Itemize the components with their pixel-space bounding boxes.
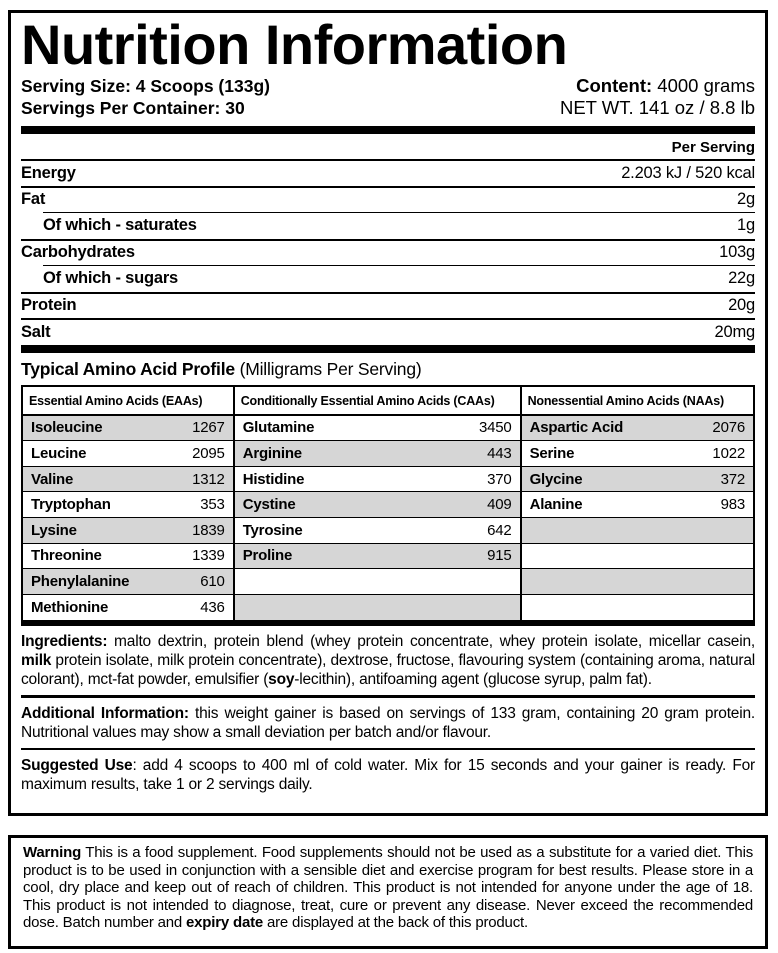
- amino-value: 409: [487, 496, 512, 514]
- emphasized-text: expiry date: [186, 914, 264, 932]
- emphasized-text: Suggested Use: [21, 757, 133, 775]
- serving-size: Serving Size: 4 Scoops (133g): [21, 76, 270, 97]
- per-serving-header: Per Serving: [671, 139, 755, 157]
- nutrition-row: [43, 265, 755, 292]
- amino-value: 1339: [192, 547, 225, 565]
- amino-value: 642: [487, 521, 512, 539]
- amino-row: [522, 569, 753, 595]
- body-text: : add 4 scoops to 400 ml of cold water. Mix for 15 seconds and your gainer is ready. For maximum results, take 1 or 2 servings daily.: [21, 757, 756, 794]
- amino-row: [235, 595, 520, 621]
- emphasized-text: milk: [21, 652, 52, 670]
- amino-row: [235, 569, 520, 595]
- amino-value: 3450: [478, 419, 512, 437]
- nutrient-value: 2.203 kJ / 520 kcal: [621, 163, 755, 182]
- amino-column-header: Nonessential Amino Acids (NAAs): [522, 387, 753, 416]
- body-text: this weight gainer is based on servings of 133 gram, containing 20 gram protein. Nutritional values may show a small deviation per batch and/or flavour.: [21, 704, 755, 741]
- amino-profile-heading: [21, 359, 755, 380]
- amino-row: [23, 441, 233, 467]
- body-text: protein isolate, milk protein concentrate), dextrose, fructose, flavouring system (containing aroma, natural colorant), mct-fat powder, emulsifier (: [21, 652, 755, 689]
- amino-heading-title: Typical Amino Acid Profile: [21, 358, 235, 379]
- amino-row: [23, 544, 233, 570]
- amino-value: 983: [720, 496, 745, 514]
- amino-value: 2095: [192, 445, 225, 462]
- emphasized-text: soy: [268, 671, 295, 689]
- content-line: [560, 75, 755, 97]
- amino-acid-table: [21, 385, 755, 627]
- nutrient-name: Energy: [21, 163, 76, 182]
- label-title: Nutrition Information: [21, 13, 568, 76]
- nutrition-label-panel: [8, 10, 768, 816]
- amino-row: [23, 595, 233, 621]
- amino-name: Glutamine: [242, 419, 315, 437]
- serving-info: [21, 75, 755, 119]
- amino-value: 610: [200, 572, 225, 590]
- amino-column-header: Conditionally Essential Amino Acids (CAAs): [235, 387, 520, 416]
- nutrient-value: 22g: [728, 269, 755, 288]
- amino-value: 1312: [192, 470, 225, 488]
- amino-name: Arginine: [242, 445, 302, 462]
- amino-name: Phenylalanine: [31, 572, 130, 590]
- nutrition-row: [21, 186, 755, 213]
- body-text: -lecithin), antifoaming agent (glucose syrup, palm fat).: [294, 671, 652, 689]
- amino-name: Valine: [31, 470, 74, 488]
- amino-value: 370: [487, 470, 512, 488]
- amino-name: Glycine: [529, 470, 583, 488]
- nutrition-row: [21, 318, 755, 345]
- amino-row: [23, 518, 233, 544]
- additional-info-paragraph: [21, 704, 755, 742]
- amino-row: [235, 544, 520, 570]
- amino-column: [23, 387, 235, 621]
- amino-row: [235, 467, 520, 493]
- amino-name: Aspartic Acid: [529, 419, 624, 437]
- amino-value: 436: [200, 599, 225, 617]
- amino-value: 443: [487, 445, 512, 462]
- nutrition-row: [43, 212, 755, 239]
- emphasized-text: Ingredients:: [21, 633, 108, 651]
- amino-row: [23, 416, 233, 442]
- amino-value: 1267: [192, 419, 225, 437]
- amino-name: Cystine: [242, 496, 296, 514]
- content-value: 4000 grams: [652, 75, 755, 97]
- suggested-use-paragraph: [21, 756, 755, 794]
- amino-column-header: Essential Amino Acids (EAAs): [23, 387, 233, 416]
- body-text: are displayed at the back of this product.: [263, 914, 528, 932]
- amino-row: [235, 441, 520, 467]
- body-text: malto dextrin, protein blend (whey protein concentrate, whey protein isolate, micellar casein,: [107, 633, 755, 651]
- body-text: This is a food supplement. Food supplements should not be used as a substitute for a varied diet. This product is to be used in conjunction with a sensible diet and exercise program for best results. Please store in a cool, dry place and keep out of reach of children. This product is not intended for anyone under the age of 18. This product is not intended to diagnose, treat, cure or prevent any disease. Never exceed the recommended dose. Batch number and: [23, 844, 753, 932]
- serving-info-left: [21, 75, 270, 119]
- amino-name: Threonine: [31, 547, 102, 565]
- amino-name: Methionine: [31, 599, 109, 617]
- amino-value: 2076: [712, 419, 745, 437]
- amino-name: Tryptophan: [31, 496, 111, 514]
- amino-row: [235, 518, 520, 544]
- nutrition-row: [21, 159, 755, 186]
- amino-name: Tyrosine: [242, 521, 303, 539]
- amino-name: Proline: [242, 547, 293, 565]
- ingredients-paragraph: [21, 632, 755, 689]
- amino-value: 1022: [712, 445, 745, 462]
- amino-row: [522, 544, 753, 570]
- nutrient-name: Of which - sugars: [43, 269, 179, 288]
- emphasized-text: Warning: [23, 844, 82, 861]
- amino-name: Leucine: [31, 445, 87, 462]
- amino-column: [522, 387, 753, 621]
- amino-row: [23, 467, 233, 493]
- nutrient-name: Salt: [21, 322, 51, 341]
- amino-value: 915: [487, 547, 512, 565]
- nutrition-rows: [21, 159, 755, 345]
- amino-row: [522, 492, 753, 518]
- nutrient-value: 2g: [737, 190, 755, 209]
- amino-name: Alanine: [529, 496, 583, 514]
- thick-divider-bar: [21, 126, 755, 134]
- nutrient-value: 20mg: [714, 322, 755, 341]
- nutrient-name: Of which - saturates: [43, 216, 197, 235]
- nutrient-value: 20g: [728, 296, 755, 315]
- emphasized-text: Additional Information:: [21, 704, 189, 722]
- thick-divider-bar: [21, 345, 755, 353]
- serving-info-right: [560, 75, 755, 119]
- amino-row: [522, 467, 753, 493]
- amino-column: [235, 387, 522, 621]
- amino-name: Lysine: [31, 521, 77, 539]
- amino-row: [522, 416, 753, 442]
- amino-value: 372: [720, 470, 745, 488]
- amino-row: [522, 441, 753, 467]
- net-weight: NET WT. 141 oz / 8.8 lb: [559, 97, 755, 119]
- nutrient-name: Fat: [21, 190, 46, 209]
- amino-row: [235, 416, 520, 442]
- amino-value: 1839: [192, 521, 225, 539]
- nutrition-row: [21, 292, 755, 319]
- amino-value: 353: [200, 496, 225, 514]
- amino-heading-unit: (Milligrams Per Serving): [234, 358, 422, 379]
- nutrition-row: [21, 239, 755, 266]
- amino-name: Isoleucine: [31, 419, 103, 437]
- amino-row: [23, 569, 233, 595]
- section-divider: [21, 695, 755, 698]
- amino-row: [522, 518, 753, 544]
- amino-name: Histidine: [242, 470, 305, 488]
- amino-row: [522, 595, 753, 621]
- content-label: Content:: [576, 75, 653, 97]
- servings-per-container: Servings Per Container: 30: [21, 98, 245, 119]
- nutrient-name: Carbohydrates: [21, 243, 135, 262]
- warning-paragraph: [23, 844, 753, 932]
- nutrient-value: 103g: [719, 243, 755, 262]
- amino-row: [235, 492, 520, 518]
- nutrient-name: Protein: [21, 296, 77, 315]
- warning-panel: [8, 835, 768, 949]
- section-divider: [21, 748, 755, 751]
- amino-name: Serine: [529, 445, 575, 462]
- nutrient-value: 1g: [737, 216, 755, 235]
- amino-row: [23, 492, 233, 518]
